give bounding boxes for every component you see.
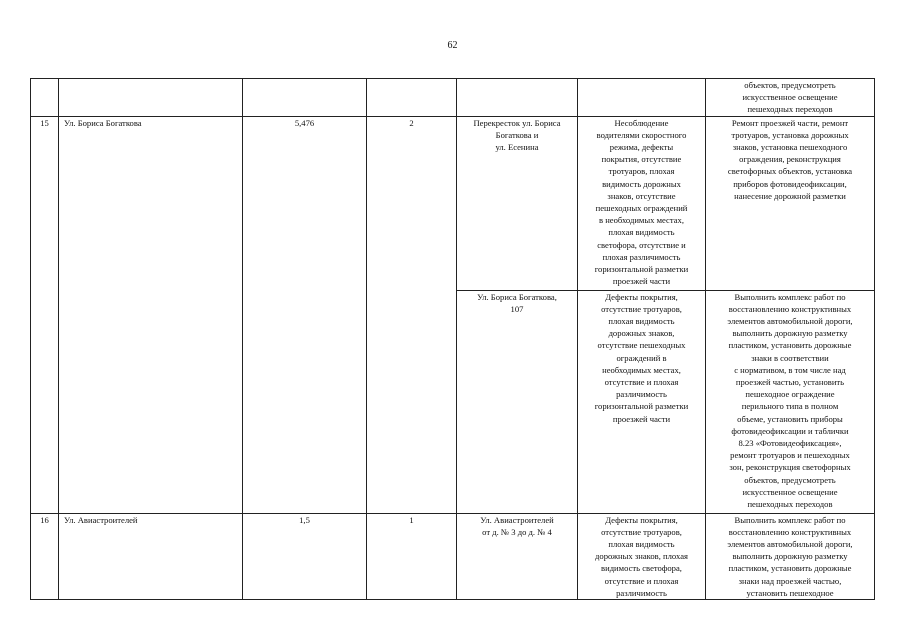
problems-cell: Несоблюдение водителями скоростного режима, дефекты покрытия, отсутствие тротуаров, плохая видимость дорожных знаков, отсутствие пешеходных ограждений в необходимых местах, плохая видимость светофора, отсутствие и плохая различимость горизонтальной разметки проезжей части (578, 116, 706, 290)
problems-cell: Дефекты покрытия, отсутствие тротуаров, плохая видимость дорожных знаков, отсутствие пешеходных ограждений в необходимых местах, отсутствие и плохая различимость горизонтальной разметки проезжей части (578, 290, 706, 513)
measures-cell: объектов, предусмотреть искусственное освещение пешеходных переходов (706, 79, 875, 117)
location-cell: Ул. Авиастроителей от д. № 3 до д. № 4 (457, 513, 578, 599)
problems-cell: Дефекты покрытия, отсутствие тротуаров, плохая видимость дорожных знаков, плохая видимость светофора, отсутствие и плохая различимость (578, 513, 706, 599)
page-number: 62 (447, 40, 458, 51)
length-cell (243, 79, 367, 117)
count-cell (367, 79, 457, 117)
row-number-cell: 15 (31, 116, 59, 513)
problems-cell (578, 79, 706, 117)
street-cell: Ул. Авиастроителей (59, 513, 243, 599)
table-row (31, 79, 875, 117)
road-safety-table (30, 78, 875, 600)
measures-cell: Выполнить комплекс работ по восстановлению конструктивных элементов автомобильной дороги, выполнить дорожную разметку пластиком, установить дорожные знаки над проезжей частью, установить пешеходное (706, 513, 875, 599)
count-cell: 1 (367, 513, 457, 599)
row-number-cell: 16 (31, 513, 59, 599)
location-cell: Перекресток ул. Бориса Богаткова и ул. Есенина (457, 116, 578, 290)
measures-cell: Выполнить комплекс работ по восстановлению конструктивных элементов автомобильной дороги, выполнить дорожную разметку пластиком, установить дорожные знаки в соответствии с нормативом, в том числе над проезжей частью, установить пешеходное ограждение перильного типа в полном объеме, установить приборы фотовидеофиксации и таблички 8.23 «Фотовидеофиксация», ремонт тротуаров и пешеходных зон, реконструкция светофорных объектов, предусмотреть искусственное освещение пешеходных переходов (706, 290, 875, 513)
street-cell: Ул. Бориса Богаткова (59, 116, 243, 513)
table-row (31, 513, 875, 599)
length-cell: 1,5 (243, 513, 367, 599)
length-cell: 5,476 (243, 116, 367, 513)
location-cell: Ул. Бориса Богаткова, 107 (457, 290, 578, 513)
measures-cell: Ремонт проезжей части, ремонт тротуаров, установка дорожных знаков, установка пешеходного ограждения, реконструкция светофорных объектов, установка приборов фотовидеофиксации, нанесение дорожной разметки (706, 116, 875, 290)
row-number-cell (31, 79, 59, 117)
table-row (31, 116, 875, 290)
location-cell (457, 79, 578, 117)
street-cell (59, 79, 243, 117)
count-cell: 2 (367, 116, 457, 513)
